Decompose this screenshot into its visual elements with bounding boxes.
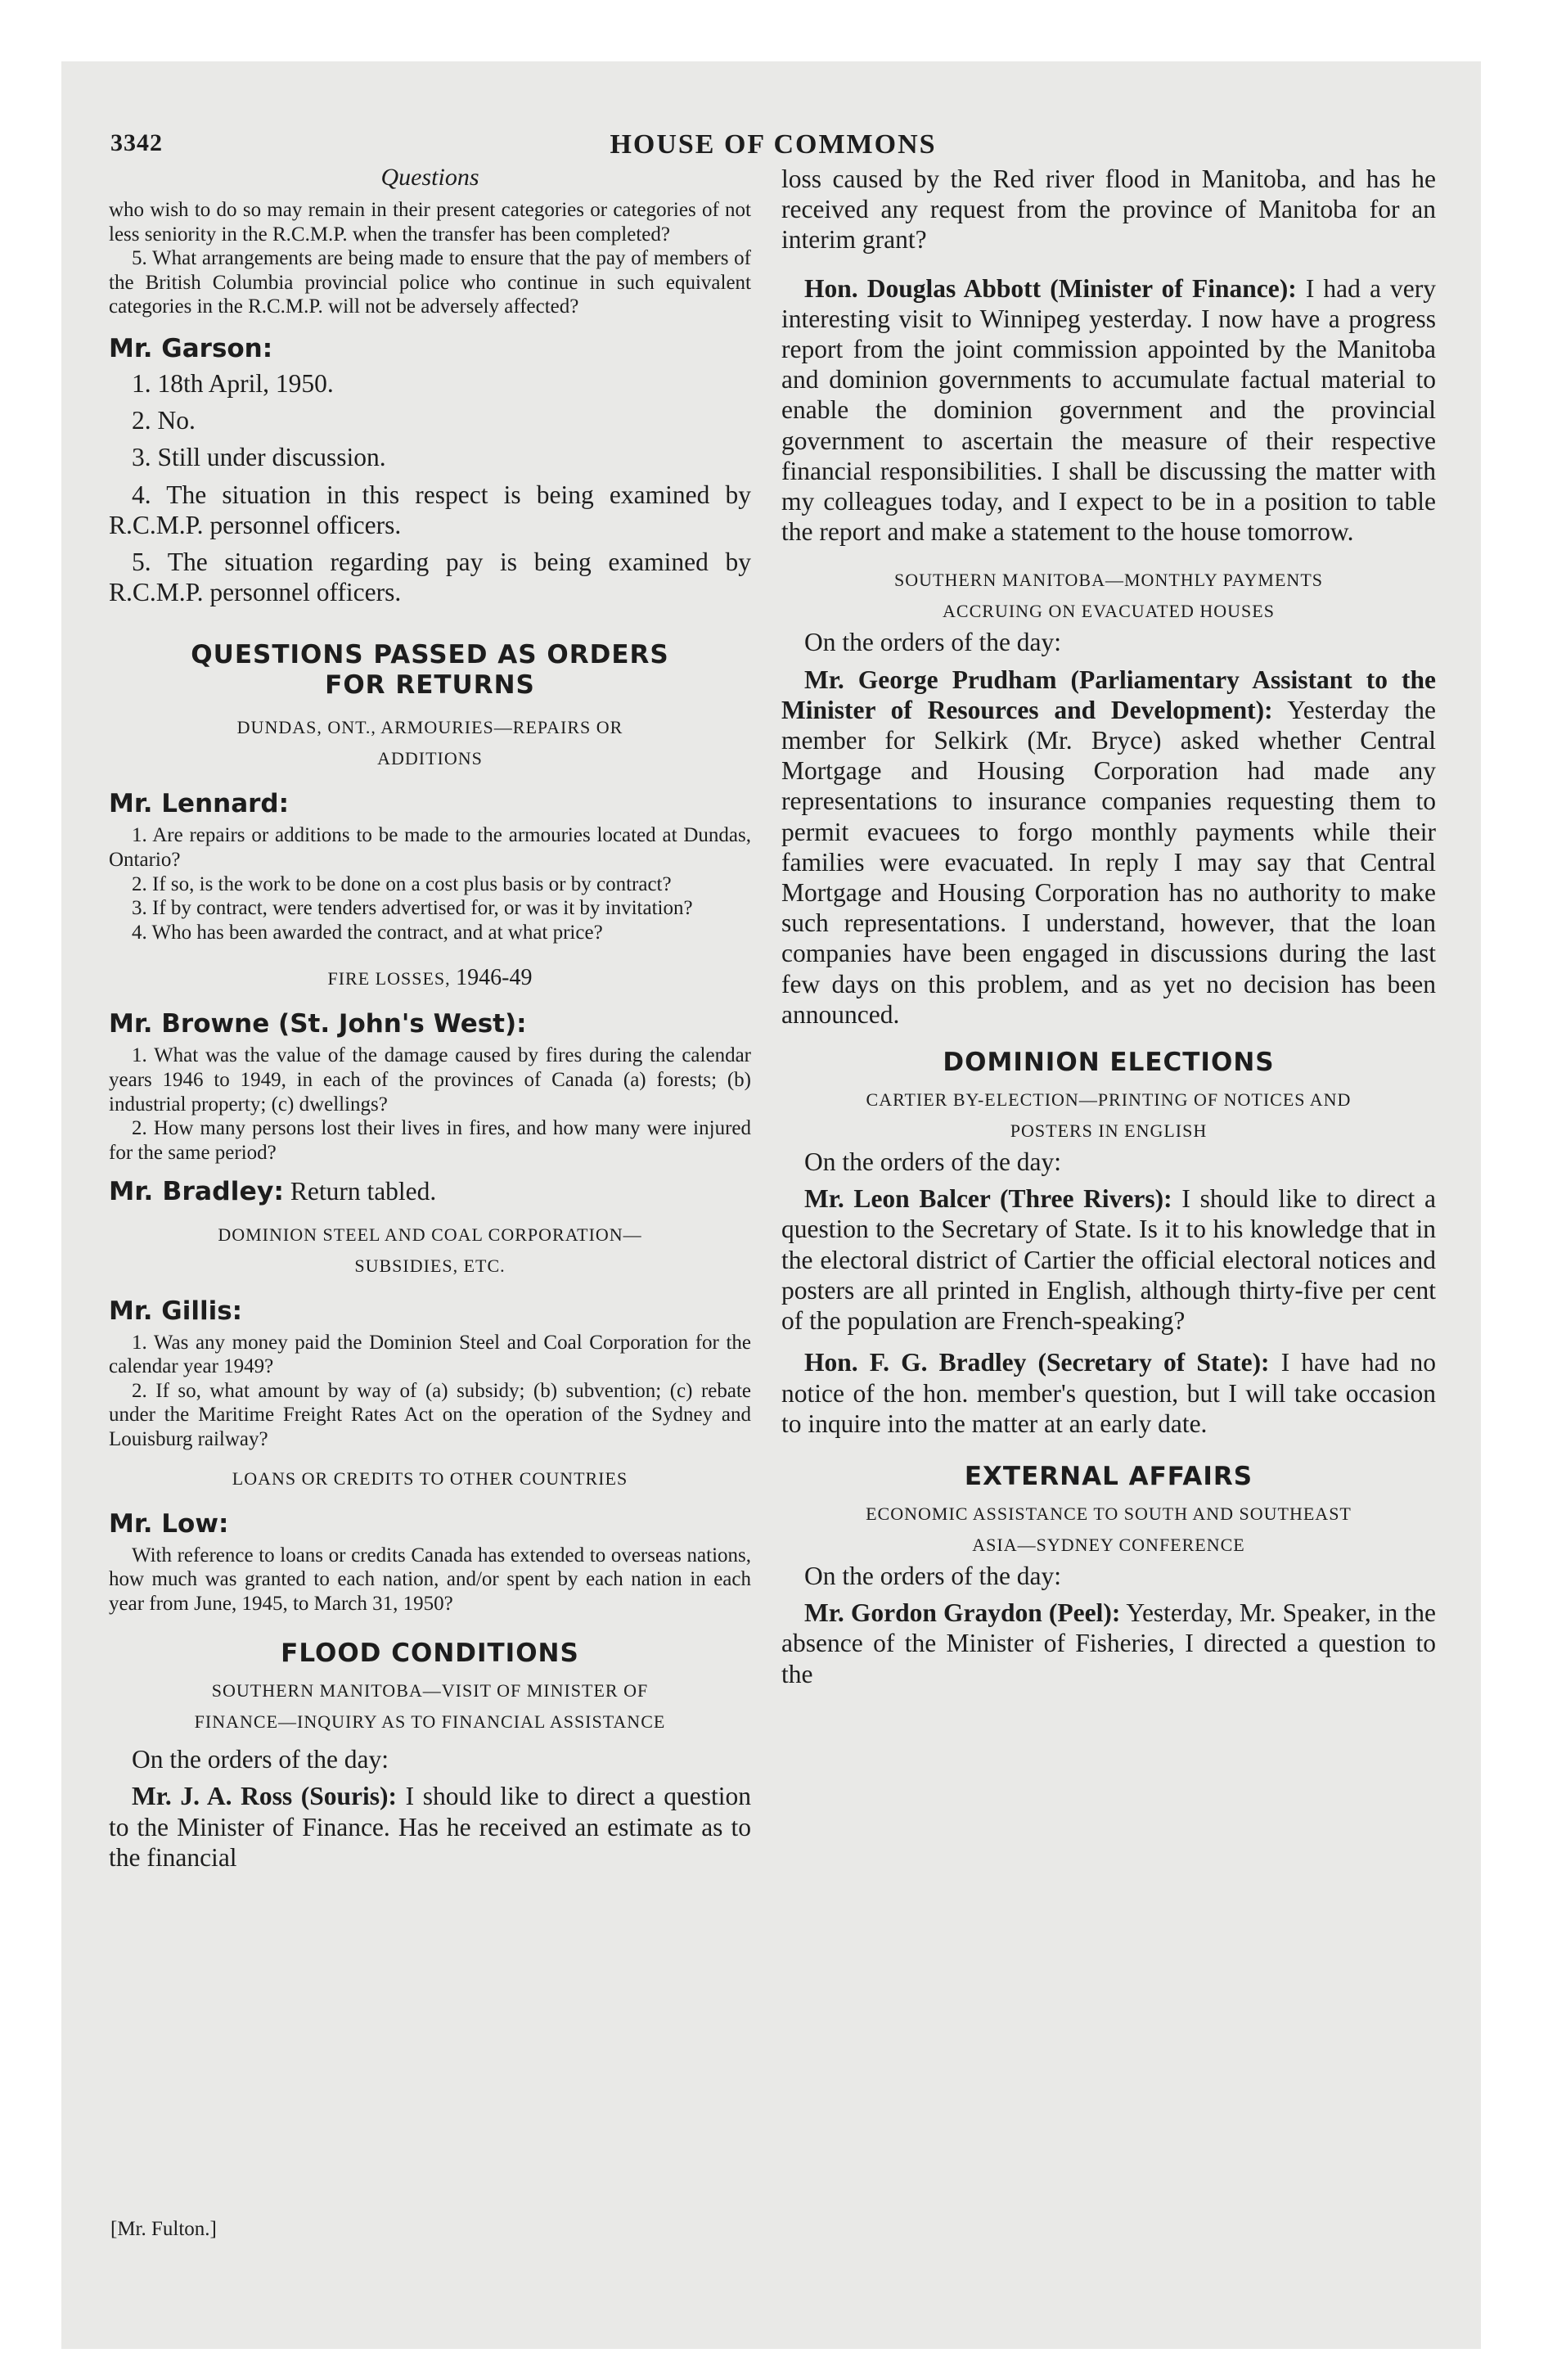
page-title: HOUSE OF COMMONS	[610, 129, 937, 160]
speaker-prudham: Mr. George Prudham (Parliamentary Assistant to the Minister of Resources and Development):	[781, 665, 1436, 724]
question-continuation: who wish to do so may remain in their present categories or categories of not less seniority in the R.C.M.P. when the transfer has been completed?	[109, 199, 751, 246]
question-text: Yesterday, Mr. Speaker, in the absence of the Minister of Fisheries, I directed a question to the	[781, 1598, 1436, 1688]
reply-text: Yesterday the member for Selkirk (Mr. Bryce) asked whether Central Mortgage and Housing Corporation had made any representations to insurance companies requesting them to permit evacuees to forgo monthly payments while their families were evacuated. In reply I may say that Central Mortgage and Housing Corporation has no authority to make such representations. I understand, however, that the loan companies have been engaged in discussions during the last few days on this problem, and as yet no decision has been announced.	[781, 695, 1436, 1029]
speaker-garson: Mr. Garson:	[109, 333, 273, 363]
answer-item: 1. 18th April, 1950.	[132, 368, 334, 398]
question-5: 5. What arrangements are being made to ensure that the pay of members of the British Columbia provincial police who continue in such equivalent categories in the R.C.M.P. will not be adversely affected?	[109, 247, 751, 318]
subheading-line: SOUTHERN MANITOBA—VISIT OF MINISTER OF	[211, 1680, 649, 1702]
ross-question-continuation: loss caused by the Red river flood in Manitoba, and has he received any request from the province of Manitoba for an interim grant?	[781, 165, 1436, 255]
subheading-line: CARTIER BY-ELECTION—PRINTING OF NOTICES AND	[866, 1089, 1352, 1111]
balcer-question	[781, 1183, 1436, 1336]
flood-conditions-heading: FLOOD CONDITIONS	[281, 1639, 579, 1669]
answer-item: 2. No.	[132, 406, 196, 435]
orders-of-the-day: On the orders of the day:	[132, 1745, 389, 1774]
speaker-lennard: Mr. Lennard:	[109, 789, 289, 819]
question-item: 1. What was the value of the damage caused by fires during the calendar years 1946 to 1949, in each of the provinces of Canada (a) forests; (b) industrial property; (c) dwellings?	[109, 1044, 751, 1116]
answer-item: 3. Still under discussion.	[132, 443, 386, 472]
speaker-graydon: Mr. Gordon Graydon (Peel):	[804, 1598, 1121, 1628]
speaker-browne: Mr. Browne (St. John's West):	[109, 1009, 527, 1039]
loans-subheading: LOANS OR CREDITS TO OTHER COUNTRIES	[232, 1467, 628, 1489]
graydon-question	[781, 1598, 1436, 1689]
external-affairs-heading: EXTERNAL AFFAIRS	[964, 1461, 1253, 1491]
section-label: Questions	[380, 164, 479, 191]
payments-subheading	[781, 565, 1436, 627]
subheading-line: DUNDAS, ONT., ARMOURIES—REPAIRS OR	[236, 717, 623, 738]
dominion-elections-heading: DOMINION ELECTIONS	[943, 1048, 1275, 1078]
speaker-gillis: Mr. Gillis:	[109, 1296, 243, 1326]
subheading-text: FIRE LOSSES,	[327, 968, 451, 989]
orders-for-returns-heading	[109, 640, 751, 701]
dundas-subheading	[109, 712, 751, 774]
heading-line: QUESTIONS PASSED AS ORDERS	[191, 640, 669, 670]
cartier-subheading	[781, 1084, 1436, 1147]
question-text: I should like to direct a question to the Minister of Finance. Has he received an estimate as to the financial	[109, 1782, 751, 1872]
speaker-ross: Mr. J. A. Ross (Souris):	[132, 1782, 397, 1811]
question-item: 4. Who has been awarded the contract, and at what price?	[132, 921, 603, 944]
question-item: 2. If so, what amount by way of (a) subsidy; (b) subvention; (c) rebate under the Maritime Freight Rates Act on the operation of the Sydney and Louisburg railway?	[109, 1379, 751, 1450]
bradley-reply	[109, 1176, 751, 1207]
subheading-line: DOMINION STEEL AND COAL CORPORATION—	[218, 1224, 642, 1245]
subheading-line: SOUTHERN MANITOBA—MONTHLY PAYMENTS	[894, 570, 1323, 591]
subheading-line: SUBSIDIES, ETC.	[354, 1255, 506, 1276]
page-number: 3342	[110, 129, 163, 156]
right-column	[781, 164, 1436, 1689]
asia-subheading	[781, 1499, 1436, 1561]
orders-of-the-day: On the orders of the day:	[804, 1147, 1062, 1177]
fire-losses-subheading	[109, 962, 751, 994]
reply-text: Return tabled.	[290, 1177, 437, 1206]
flood-subheading	[109, 1675, 751, 1738]
left-column	[109, 164, 751, 1873]
speaker-fg-bradley: Hon. F. G. Bradley (Secretary of State):	[804, 1348, 1270, 1377]
speaker-low: Mr. Low:	[109, 1508, 229, 1539]
speaker-bradley: Mr. Bradley:	[109, 1177, 284, 1207]
page-footer: [Mr. Fulton.]	[110, 2218, 217, 2240]
speaker-abbott: Hon. Douglas Abbott (Minister of Finance):	[804, 273, 1297, 303]
subheading-line: ACCRUING ON EVACUATED HOUSES	[943, 601, 1275, 622]
question-item: 2. If so, is the work to be done on a cost plus basis or by contract?	[132, 872, 672, 895]
subheading-line: POSTERS IN ENGLISH	[1010, 1120, 1208, 1142]
orders-of-the-day: On the orders of the day:	[804, 628, 1062, 657]
question-item: 1. Are repairs or additions to be made to the armouries located at Dundas, Ontario?	[109, 824, 751, 871]
subheading-line: FINANCE—INQUIRY AS TO FINANCIAL ASSISTANCE	[194, 1711, 666, 1733]
answer-item: 5. The situation regarding pay is being examined by R.C.M.P. personnel officers.	[109, 547, 751, 607]
question-item: 3. If by contract, were tenders advertised for, or was it by invitation?	[132, 897, 693, 920]
subheading-years: 1946-49	[456, 965, 533, 991]
abbott-reply	[781, 273, 1436, 548]
question-text: I should like to direct a question to the Secretary of State. Is it to his knowledge that in the electoral district of Cartier the official electoral notices and posters are all printed in English, although thirty-five per cent of the population are French-speaking?	[781, 1184, 1437, 1336]
subheading-line: ADDITIONS	[377, 748, 483, 769]
orders-of-the-day: On the orders of the day:	[804, 1561, 1062, 1590]
subheading-line: ASIA—SYDNEY CONFERENCE	[972, 1534, 1245, 1555]
subheading-line: ECONOMIC ASSISTANCE TO SOUTH AND SOUTHEAST	[866, 1503, 1352, 1524]
question-item: 2. How many persons lost their lives in fires, and how many were injured for the same period?	[109, 1117, 751, 1164]
question-item: With reference to loans or credits Canada has extended to overseas nations, how much was granted to each nation, and/or spent by each nation in each year from June, 1945, to March 31, 1950?	[109, 1544, 751, 1615]
reply-text: I had a very interesting visit to Winnipeg yesterday. I now have a progress report from the joint commission appointed by the Manitoba and dominion governments to accumulate factual material to enable the dominion government and the provincial government to ascertain the measure of their respective financial responsibilities. I shall be discussing the matter with my colleagues today, and I expect to be in a position to table the report and make a statement to the house tomorrow.	[781, 273, 1436, 547]
reply-text: I have had no notice of the hon. member's question, but I will take occasion to inquire into the matter at an early date.	[781, 1348, 1437, 1438]
fg-bradley-reply	[781, 1347, 1436, 1439]
ross-question	[109, 1781, 751, 1873]
prudham-reply	[781, 665, 1436, 1030]
steel-subheading	[109, 1219, 751, 1282]
speaker-balcer: Mr. Leon Balcer (Three Rivers):	[804, 1184, 1172, 1214]
answer-item: 4. The situation in this respect is being examined by R.C.M.P. personnel officers.	[109, 480, 751, 539]
heading-line: FOR RETURNS	[325, 670, 535, 701]
question-item: 1. Was any money paid the Dominion Steel and Coal Corporation for the calendar year 1949?	[109, 1331, 751, 1378]
